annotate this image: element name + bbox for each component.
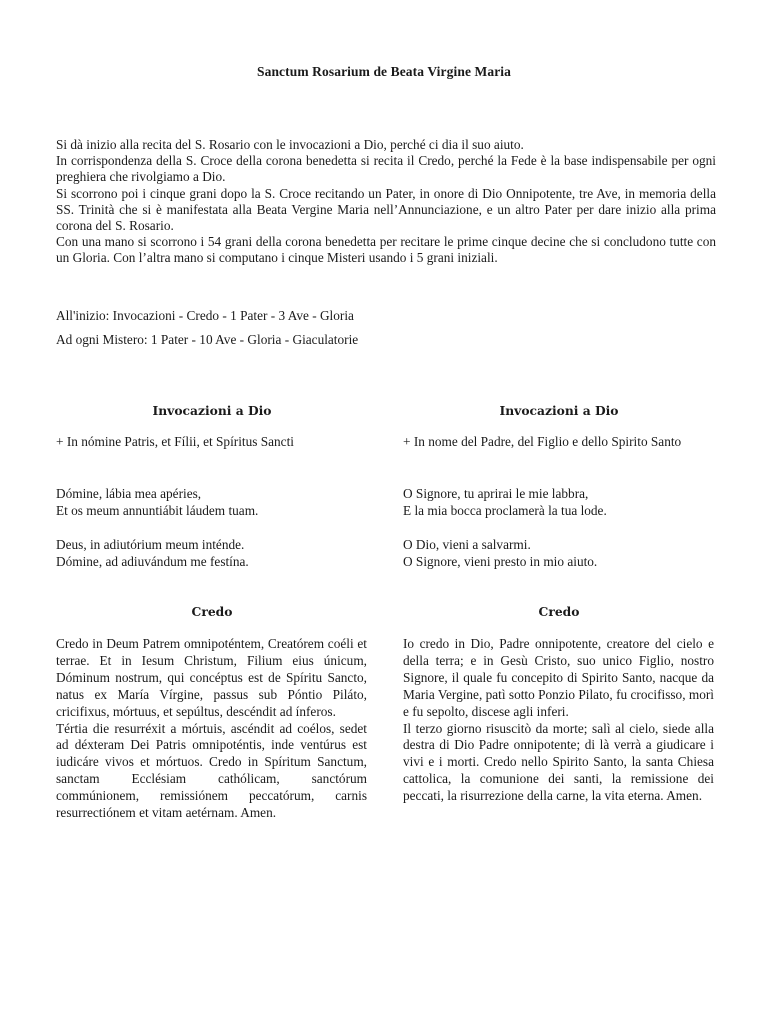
summary-start: All'inizio: Invocazioni - Credo - 1 Pater - 3 Ave - Gloria [56,308,354,323]
sign-of-cross-italian: + In nome del Padre, del Figlio e dello Spirito Santo [403,434,682,449]
intro-paragraph: In corrispondenza della S. Croce della corona benedetta si recita il Credo, perché la Fede è la base indispensabile per ogni preghiera che rivolgiamo a Dio. [56,153,716,185]
verse-line: O Dio, vieni a salvarmi. [403,537,531,552]
credo-heading-latin: Credo [191,604,233,619]
verse-line: Et os meum annuntiábit láudem tuam. [56,502,259,518]
invocazioni-italian-verse-2 [403,537,715,570]
invocazioni-heading-latin: Invocazioni a Dio [152,403,272,418]
credo-italian-paragraph: Il terzo giorno risuscitò da morte; salì al cielo, siede alla destra di Dio Padre onnipotente; di là verrà a giudicare i vivi e i morti. Credo nello Spirito Santo, la santa Chiesa cattolica, la comunione dei santi, la remissione dei peccati, la risurrezione della carne, la vita eterna. Amen. [403,720,714,804]
credo-latin-paragraph: Credo in Deum Patrem omnipoténtem, Creatórem coéli et terrae. Et in Iesum Christum, Filium eius únicum, Dóminum nostrum, qui concéptus est de Spíritu Sancto, natus ex María Vírgine, passus sub Póntio Piláto, cricifixus, mórtuus, et sepúltus, descéndit ad ínferos. [56,636,367,719]
credo-italian-paragraph: Io credo in Dio, Padre onnipotente, creatore del cielo e della terra; e in Gesù Cristo, suo unico Figlio, nostro Signore, il quale fu concepito di Spirito Santo, nacque da Maria Vergine, patì sotto Ponzio Pilato, fu crocifisso, morì e fu sepolto, discese agli inferi. [403,636,714,719]
sign-of-cross-latin: + In nómine Patris, et Fílii, et Spíritus Sancti [56,434,294,449]
invocazioni-latin-verse-1 [56,486,376,519]
intro-paragraph: Con una mano si scorrono i 54 grani della corona benedetta per recitare le prime cinque decine che si concludono tutte con un Gloria. Con l’altra mano si computano i cinque Misteri usando i 5 grani iniziali. [56,234,716,266]
verse-line: Dómine, lábia mea apéries, [56,486,202,501]
invocazioni-heading-italian: Invocazioni a Dio [499,403,619,418]
credo-latin-paragraph: Tértia die resurréxit a mórtuis, ascéndit ad coélos, sedet ad déxteram Dei Patris omnipoténtis, inde ventúrus est iudicáre vivos et mórtuos. Credo in Spíritum Sanctum, sanctam Ecclésiam cathólicam, sanctórum commúnionem, remissiónem peccatórum, carnis resurrectiónem et vitam aetérnam. Amen. [56,720,367,821]
summary-mystery: Ad ogni Mistero: 1 Pater - 10 Ave - Gloria - Giaculatorie [56,332,359,347]
verse-line: O Signore, vieni presto in mio aiuto. [403,553,598,569]
intro-paragraph: Si dà inizio alla recita del S. Rosario con le invocazioni a Dio, perché ci dia il suo aiuto. [56,137,524,152]
verse-line: Deus, in adiutórium meum inténde. [56,537,245,552]
invocazioni-latin-verse-2 [56,537,376,570]
prayer-summary [56,304,716,352]
credo-heading-italian: Credo [538,604,580,619]
invocazioni-italian-verse-1 [403,486,715,519]
verse-line: O Signore, tu aprirai le mie labbra, [403,486,589,501]
credo-italian [403,636,714,805]
invocazioni-latin [56,434,376,451]
page-title: Sanctum Rosarium de Beata Virgine Maria [256,64,511,79]
invocazioni-italian [403,434,703,451]
credo-latin [56,636,367,822]
verse-line: Dómine, ad adiuvándum me festína. [56,553,249,569]
verse-line: E la mia bocca proclamerà la tua lode. [403,502,607,518]
intro-text [56,137,716,267]
intro-paragraph: Si scorrono poi i cinque grani dopo la S. Croce recitando un Pater, in onore di Dio Onnipotente, tre Ave, in memoria della SS. Trinità che si è manifestata alla Beata Vergine Maria nell’Annunciazione, e un altro Pater per dare inizio alla prima corona del S. Rosario. [56,185,716,234]
